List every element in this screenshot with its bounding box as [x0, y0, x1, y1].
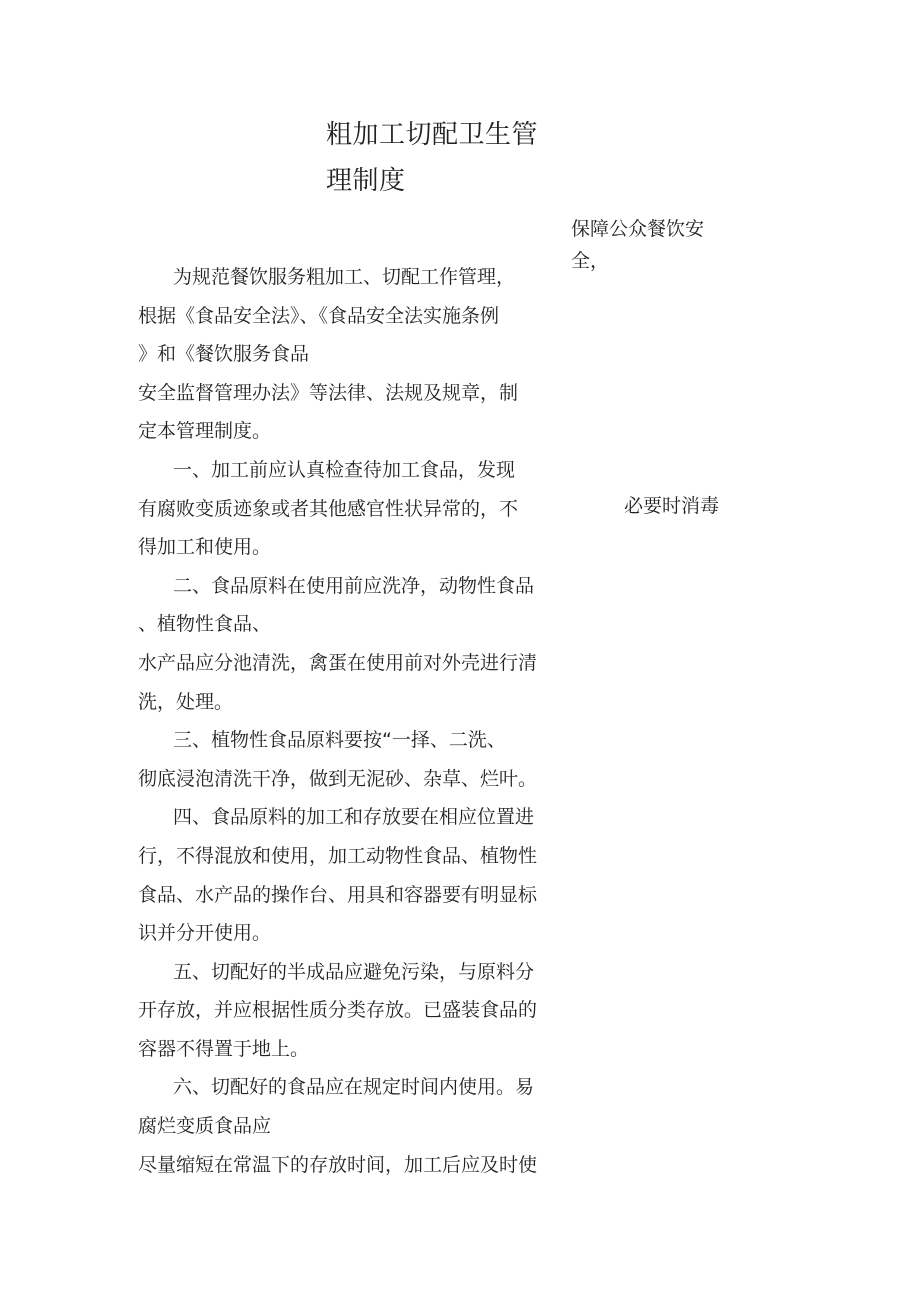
body-line: 水产品应分池清洗，禽蛋在使用前对外壳进行清 — [138, 651, 538, 674]
body-line: 六、切配好的食品应在规定时间内使用。易 — [173, 1076, 535, 1099]
body-line: 洗，处理。 — [138, 690, 234, 713]
body-line: 尽量缩短在常温下的存放时间，加工后应及时使 — [138, 1153, 538, 1176]
side-note-disinfect — [624, 490, 719, 522]
body-line: 根据《食品安全法》、《食品安全法实施条例 — [138, 304, 500, 327]
body-line: 为规范餐饮服务粗加工、切配工作管理， — [173, 266, 516, 288]
side-note-safety — [571, 213, 704, 277]
body-line: 五、切配好的半成品应避免污染，与原料分 — [173, 960, 535, 983]
body-line: 食品、水产品的操作台、用具和容器要有明显标 — [138, 883, 538, 906]
body-line: 彻底浸泡清洗干净，做到无泥砂、杂草、烂叶。 — [138, 767, 538, 790]
body-line: 安全监督管理办法》等法律、法规及规章，制 — [138, 381, 519, 404]
body-line: 定本管理制度。 — [138, 420, 272, 443]
body-line: 识并分开使用。 — [138, 922, 272, 945]
body-line: 、植物性食品、 — [138, 613, 272, 636]
body-line: 四、食品原料的加工和存放要在相应位置进 — [173, 806, 535, 829]
title-line-1: 粗加工切配卫生管 — [326, 120, 539, 150]
side-note-line-1: 保障公众餐饮安 — [571, 218, 705, 240]
title-line-2: 理制度 — [326, 166, 406, 196]
body-line: 有腐败变质迹象或者其他感官性状异常的，不 — [138, 497, 519, 520]
document-body — [138, 258, 578, 1184]
side-note-line-2: 全， — [571, 250, 610, 272]
body-line: 》和《餐饮服务食品 — [138, 343, 310, 366]
body-line: 行，不得混放和使用，加工动物性食品、植物性 — [138, 844, 538, 867]
body-line: 容器不得置于地上。 — [138, 1037, 310, 1060]
body-line: 一、加工前应认真检查待加工食品，发现 — [173, 458, 516, 481]
body-line: 二、食品原料在使用前应洗净，动物性食品 — [173, 574, 535, 597]
body-line: 三、植物性食品原料要按“一择、二洗、 — [173, 729, 506, 752]
document-title — [326, 112, 538, 204]
body-line: 开存放，并应根据性质分类存放。已盛装食品的 — [138, 999, 538, 1022]
body-line: 腐烂变质食品应 — [138, 1115, 272, 1138]
side-note-disinfect-text: 必要时消毒 — [624, 495, 720, 517]
body-line: 得加工和使用。 — [138, 536, 272, 559]
